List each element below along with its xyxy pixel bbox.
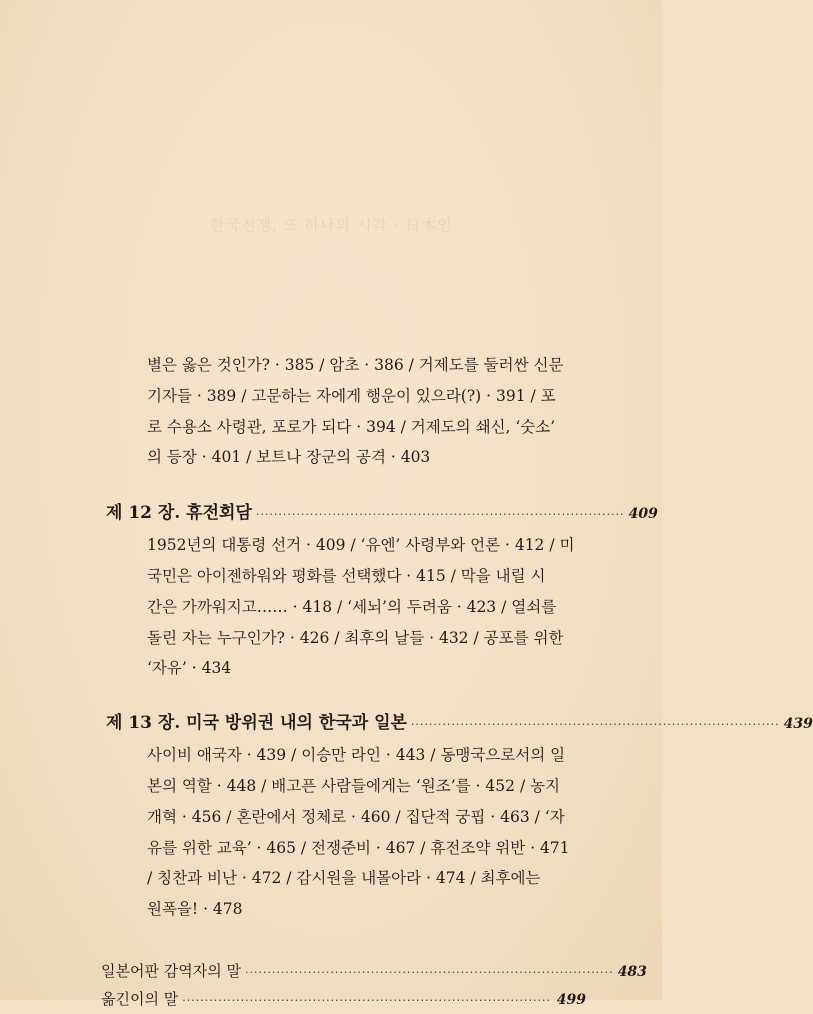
chapter-title: 제 12 장. 휴전회담	[106, 503, 252, 524]
leader-dots: ··················································································	[410, 718, 780, 732]
backmatter-page-number: 499	[556, 991, 586, 1008]
chapter-13-entries	[106, 740, 586, 925]
chapter-title: 제 13 장. 미국 방위권 내의 한국과 일본	[106, 713, 407, 734]
leader-dots: ··················································································	[182, 993, 551, 1007]
chapter-12-heading[interactable]	[106, 498, 658, 530]
toc-line: 기자들 · 389 / 고문하는 자에게 행운이 있으라(?) · 391 / 포	[147, 386, 556, 405]
leader-dots: ··················································································	[244, 965, 614, 979]
toc-line: 국민은 아이젠하워와 평화를 선택했다 · 415 / 막을 내릴 시	[147, 566, 546, 585]
toc-line: 별은 옳은 것인가? · 385 / 암초 · 386 / 거제도를 둘러싼 신문	[147, 356, 564, 374]
toc-line: ‘자유’ · 434	[147, 659, 232, 678]
chapter-page-number: 439	[783, 716, 813, 733]
backmatter-title: 옮긴이의 말	[101, 989, 179, 1008]
toc-line: 사이비 애국자 · 439 / 이승만 라인 · 443 / 동맹국으로서의 일	[147, 746, 566, 765]
table-of-contents	[101, 350, 813, 1014]
toc-line: / 칭찬과 비난 · 472 / 감시원을 내몰아라 · 474 / 최후에는	[147, 869, 541, 888]
backmatter-entry-translator-note[interactable]	[101, 986, 586, 1014]
chapter-13-heading[interactable]	[106, 708, 813, 740]
chapter-12-entries	[106, 530, 586, 684]
backmatter-page-number: 483	[617, 963, 647, 980]
chapter-page-number: 409	[628, 506, 658, 523]
backmatter-title: 일본어판 감역자의 말	[101, 961, 241, 980]
toc-line: 원폭을! · 478	[147, 900, 243, 919]
toc-line: 간은 가까워지고…… · 418 / ‘세뇌’의 두려움 · 423 / 열쇠를	[147, 597, 557, 616]
toc-line: 의 등장 · 401 / 보트나 장군의 공격 · 403	[147, 448, 431, 467]
backmatter-entry-editor-note[interactable]	[101, 958, 647, 986]
toc-line: 로 수용소 사령관, 포로가 되다 · 394 / 거제도의 쇄신, ‘숫소’	[147, 417, 556, 436]
continued-section-entries	[106, 350, 586, 473]
toc-line: 돌린 자는 누구인가? · 426 / 최후의 날들 · 432 / 공포를 위한	[147, 628, 564, 647]
faint-bleedthrough-header: 한국전쟁, 또 하나의 시각 · 日本인	[210, 216, 453, 234]
toc-line: 개혁 · 456 / 혼란에서 정체로 · 460 / 집단적 궁핍 · 463 / ‘자	[147, 807, 565, 826]
toc-line: 본의 역할 · 448 / 배고픈 사람들에게는 ‘원조’를 · 452 / 농지	[147, 776, 561, 795]
leader-dots: ··················································································	[255, 508, 625, 522]
toc-line: 유를 위한 교육’ · 465 / 전쟁준비 · 467 / 휴전조약 위반 · 471	[147, 838, 570, 857]
backmatter-list	[101, 958, 647, 1014]
toc-line: 1952년의 대통령 선거 · 409 / ‘유엔’ 사령부와 언론 · 412 / 미	[147, 536, 575, 555]
